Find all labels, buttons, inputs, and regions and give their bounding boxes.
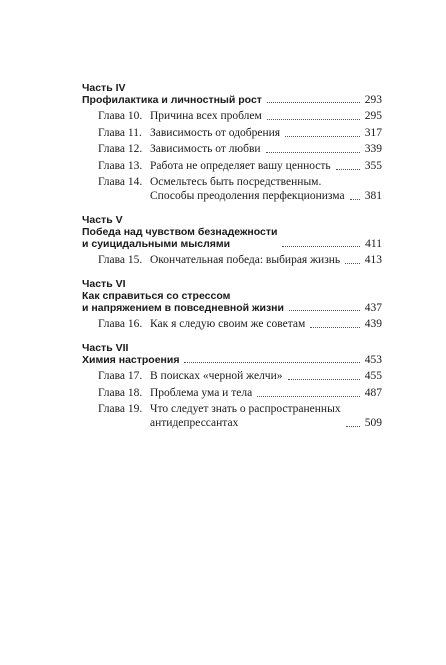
dot-leader	[310, 327, 359, 328]
toc-chapter	[82, 109, 382, 123]
chapter-title: В поисках «черной желчи»	[150, 370, 283, 382]
part-title: Как справиться со стрессом и напряжением в повседневной жизни	[82, 290, 284, 314]
table-of-contents	[82, 82, 382, 441]
page-number: 487	[364, 386, 382, 399]
part-label: Часть VI	[82, 278, 126, 290]
chapter-number: Глава 12.	[98, 143, 143, 155]
page-number: 453	[364, 354, 382, 366]
page-number: 411	[365, 238, 382, 250]
part-title: Химия настроения	[82, 354, 180, 366]
dot-leader	[285, 136, 360, 137]
dot-leader	[346, 426, 360, 427]
dot-leader	[336, 169, 360, 170]
chapter-number: Глава 13.	[98, 159, 143, 172]
part-title-row	[82, 226, 382, 250]
toc-part	[82, 278, 382, 331]
part-label: Часть V	[82, 214, 123, 226]
page-number: 317	[364, 126, 382, 139]
page-number: 295	[364, 110, 382, 122]
chapter-title: Что следует знать о распространенных антидепрессантах	[150, 403, 341, 429]
dot-leader	[288, 379, 360, 380]
dot-leader	[267, 119, 360, 120]
chapter-title: Осмельтесь быть посредственным. Способы преодоления перфекционизма	[150, 176, 345, 202]
page-number: 437	[364, 302, 382, 314]
toc-chapter	[82, 402, 382, 430]
chapter-number: Глава 14.	[98, 176, 143, 188]
part-title-row	[82, 94, 382, 106]
chapter-title: Проблема ума и тела	[150, 386, 253, 399]
chapter-number: Глава 19.	[98, 403, 143, 415]
dot-leader	[267, 102, 360, 103]
dot-leader	[184, 362, 359, 363]
toc-chapter	[82, 253, 382, 267]
part-title-row	[82, 354, 382, 366]
part-title: Профилактика и личностный рост	[82, 94, 262, 106]
part-label: Часть IV	[82, 82, 126, 94]
chapter-number: Глава 18.	[98, 386, 143, 399]
part-title: Победа над чувством безнадежности и суицидальными мыслями	[82, 226, 278, 250]
part-title-row	[82, 290, 382, 314]
toc-chapter	[82, 159, 382, 173]
toc-part	[82, 214, 382, 267]
toc-part	[82, 342, 382, 430]
toc-chapter	[82, 317, 382, 331]
page-number: 339	[364, 143, 382, 155]
toc-part	[82, 82, 382, 203]
dot-leader	[289, 310, 360, 311]
chapter-number: Глава 11.	[98, 126, 142, 139]
page-number: 439	[364, 318, 382, 330]
chapter-title: Окончательная победа: выбирая жизнь	[150, 254, 341, 266]
page-number: 455	[364, 370, 382, 382]
chapter-title: Работа не определяет вашу ценность	[150, 159, 331, 172]
dot-leader	[345, 263, 360, 264]
chapter-title: Зависимость от одобрения	[150, 126, 281, 139]
page-number: 381	[364, 190, 382, 202]
chapter-number: Глава 16.	[98, 318, 143, 330]
dot-leader	[266, 152, 360, 153]
part-label: Часть VII	[82, 342, 129, 354]
chapter-title: Как я следую своим же советам	[150, 318, 306, 330]
chapter-title: Зависимость от любви	[150, 143, 261, 155]
page-number: 293	[364, 94, 382, 106]
dot-leader	[350, 199, 360, 200]
chapter-number: Глава 15.	[98, 254, 143, 266]
page-number: 509	[364, 417, 382, 429]
page-number: 355	[364, 159, 382, 172]
toc-chapter	[82, 126, 382, 140]
toc-chapter	[82, 386, 382, 400]
toc-chapter	[82, 369, 382, 383]
chapter-number: Глава 17.	[98, 370, 143, 382]
chapter-number: Глава 10.	[98, 110, 143, 122]
dot-leader	[257, 396, 360, 397]
chapter-title: Причина всех проблем	[150, 110, 262, 122]
dot-leader	[282, 246, 360, 247]
toc-chapter	[82, 175, 382, 203]
page-number: 413	[364, 254, 382, 266]
toc-chapter	[82, 142, 382, 156]
